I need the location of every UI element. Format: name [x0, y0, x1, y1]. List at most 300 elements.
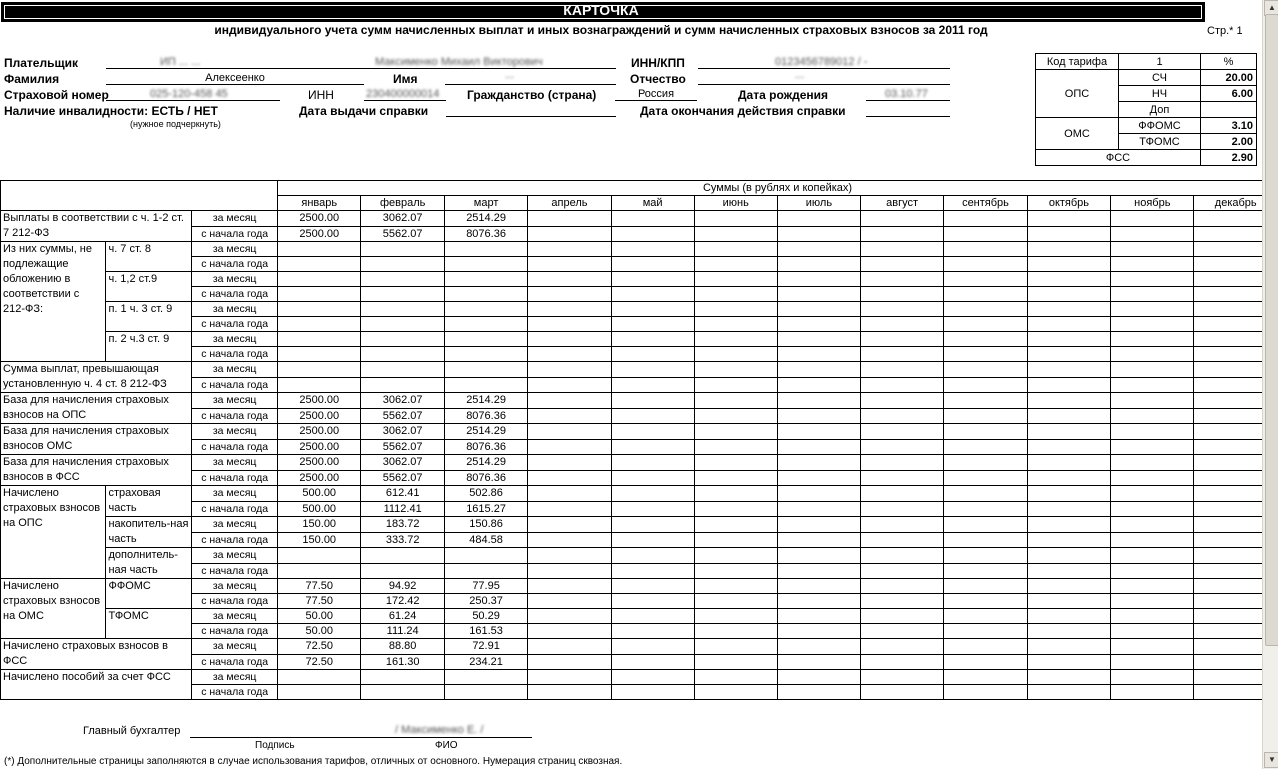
table-cell: [528, 685, 611, 700]
per-month-label: за месяц: [192, 579, 278, 594]
table-cell: [611, 272, 694, 287]
table-row: [1, 579, 1278, 594]
per-month-label: за месяц: [192, 424, 278, 440]
table-cell: [861, 548, 944, 564]
row-group-label: Начислено страховых взносов на ОПС: [1, 486, 106, 579]
table-cell: [777, 393, 860, 409]
table-cell: [861, 639, 944, 655]
table-cell: [1027, 624, 1110, 639]
per-month-label: за месяц: [192, 362, 278, 378]
per-month-label: за месяц: [192, 272, 278, 287]
table-cell: 2500.00: [278, 408, 361, 424]
per-month-label: за месяц: [192, 332, 278, 347]
table-cell: [861, 563, 944, 579]
tariff-ffoms-label: ФФОМС: [1119, 118, 1201, 134]
table-cell: [1111, 685, 1194, 700]
table-cell: 72.91: [444, 639, 527, 655]
table-cell: [694, 377, 777, 393]
table-cell: [611, 639, 694, 655]
table-cell: 172.42: [361, 594, 444, 609]
birth-value: 03.10.77: [885, 88, 928, 100]
table-cell: [861, 272, 944, 287]
page-number: Стр.* 1: [1207, 25, 1243, 37]
table-cell: [278, 563, 361, 579]
table-cell: [694, 455, 777, 471]
per-month-label: за месяц: [192, 486, 278, 502]
table-cell: 2514.29: [444, 424, 527, 440]
table-cell: 333.72: [361, 532, 444, 548]
row-group-label: База для начисления страховых взносов на ОПС: [1, 393, 192, 424]
table-row: [1, 594, 1278, 609]
table-cell: [1027, 563, 1110, 579]
table-cell: [861, 362, 944, 378]
table-cell: [1111, 579, 1194, 594]
table-row: [1, 211, 1278, 227]
table-cell: 3062.07: [361, 211, 444, 227]
table-cell: 2514.29: [444, 393, 527, 409]
ytd-label: с начала года: [192, 563, 278, 579]
table-cell: [694, 439, 777, 455]
table-cell: [861, 317, 944, 332]
cert-issue-line: [446, 104, 616, 117]
table-cell: [1111, 257, 1194, 272]
table-cell: [528, 532, 611, 548]
payer-value: ИП ... ...: [160, 56, 201, 68]
table-cell: [944, 501, 1027, 517]
table-row: [1, 517, 1278, 533]
table-cell: [278, 685, 361, 700]
table-cell: [1111, 639, 1194, 655]
table-cell: [694, 332, 777, 347]
scroll-down-icon[interactable]: ▼: [1264, 752, 1278, 768]
per-month-label: за месяц: [192, 609, 278, 624]
name-line: [445, 72, 616, 85]
table-cell: [944, 579, 1027, 594]
table-cell: [1027, 347, 1110, 362]
table-cell: [861, 257, 944, 272]
table-cell: [611, 347, 694, 362]
table-cell: [694, 594, 777, 609]
table-cell: [861, 501, 944, 517]
table-cell: [694, 302, 777, 317]
chief-accountant-label: Главный бухгалтер: [83, 725, 181, 737]
table-cell: [944, 548, 1027, 564]
table-cell: 2500.00: [278, 211, 361, 227]
table-cell: 94.92: [361, 579, 444, 594]
table-cell: [694, 211, 777, 227]
table-cell: [777, 211, 860, 227]
table-row: [1, 439, 1278, 455]
table-cell: [777, 654, 860, 670]
table-cell: [944, 408, 1027, 424]
table-cell: [777, 332, 860, 347]
table-cell: [528, 563, 611, 579]
table-cell: [1111, 624, 1194, 639]
per-month-label: за месяц: [192, 393, 278, 409]
table-cell: [611, 242, 694, 257]
table-cell: [1027, 439, 1110, 455]
month-header: февраль: [361, 196, 444, 211]
disability-note: (нужное подчеркнуть): [130, 119, 221, 129]
table-row: [1, 470, 1278, 486]
table-cell: 50.29: [444, 609, 527, 624]
tariff-fss-label: ФСС: [1036, 150, 1201, 166]
table-cell: 250.37: [444, 594, 527, 609]
insurance-label: Страховой номер: [4, 88, 109, 102]
table-cell: [944, 377, 1027, 393]
table-cell: [1027, 226, 1110, 242]
table-cell: [944, 455, 1027, 471]
table-cell: [694, 424, 777, 440]
table-cell: 72.50: [278, 639, 361, 655]
table-cell: [528, 242, 611, 257]
table-cell: [1027, 517, 1110, 533]
table-cell: [278, 548, 361, 564]
table-cell: [611, 302, 694, 317]
table-cell: [1027, 470, 1110, 486]
table-cell: [694, 486, 777, 502]
table-cell: [1111, 408, 1194, 424]
table-row: [1, 654, 1278, 670]
table-cell: [694, 242, 777, 257]
birth-label: Дата рождения: [738, 88, 829, 102]
cert-issue-label: Дата выдачи справки: [299, 104, 429, 118]
row-subgroup-label: ФФОМС: [106, 579, 192, 609]
table-cell: 1615.27: [444, 501, 527, 517]
table-cell: 5562.07: [361, 439, 444, 455]
table-cell: [528, 594, 611, 609]
table-cell: [1027, 639, 1110, 655]
payer-label: Плательщик: [4, 56, 78, 70]
row-group-label: База для начисления страховых взносов ОМС: [1, 424, 192, 455]
per-month-label: за месяц: [192, 242, 278, 257]
table-cell: [944, 685, 1027, 700]
per-month-label: за месяц: [192, 548, 278, 564]
table-cell: [1111, 302, 1194, 317]
table-cell: [1111, 287, 1194, 302]
table-cell: [861, 624, 944, 639]
table-cell: 8076.36: [444, 470, 527, 486]
table-cell: 150.00: [278, 532, 361, 548]
table-cell: [861, 424, 944, 440]
table-cell: [528, 332, 611, 347]
table-cell: [611, 654, 694, 670]
table-cell: [777, 532, 860, 548]
table-cell: [944, 624, 1027, 639]
table-cell: [944, 226, 1027, 242]
row-group-label: Выплаты в соответствии с ч. 1-2 ст. 7 212-ФЗ: [1, 211, 192, 242]
table-cell: [1027, 670, 1110, 685]
table-cell: [1111, 563, 1194, 579]
table-row: [1, 501, 1278, 517]
table-cell: [361, 685, 444, 700]
table-cell: [777, 563, 860, 579]
table-cell: [1027, 548, 1110, 564]
ytd-label: с начала года: [192, 226, 278, 242]
sums-header: Суммы (в рублях и копейках): [278, 181, 1278, 196]
table-cell: [861, 470, 944, 486]
table-cell: [528, 408, 611, 424]
table-cell: 2500.00: [278, 470, 361, 486]
table-cell: [944, 362, 1027, 378]
tariff-oms-label: ОМС: [1036, 118, 1119, 150]
table-cell: [777, 501, 860, 517]
table-cell: [1111, 242, 1194, 257]
table-cell: 77.95: [444, 579, 527, 594]
table-cell: [444, 377, 527, 393]
table-cell: 2500.00: [278, 393, 361, 409]
table-cell: [611, 455, 694, 471]
table-cell: [777, 670, 860, 685]
table-cell: [361, 332, 444, 347]
table-cell: 88.80: [361, 639, 444, 655]
table-cell: [444, 362, 527, 378]
table-cell: [611, 501, 694, 517]
table-cell: 1112.41: [361, 501, 444, 517]
table-cell: [528, 670, 611, 685]
tariff-nch-value: 6.00: [1201, 86, 1257, 102]
ytd-label: с начала года: [192, 257, 278, 272]
table-row: [1, 242, 1278, 257]
patronymic-line: [698, 72, 950, 85]
surname-value: Алексеенко: [205, 72, 265, 84]
tariff-dop-label: Доп: [1119, 102, 1201, 118]
table-cell: [861, 670, 944, 685]
table-cell: [528, 455, 611, 471]
table-cell: 612.41: [361, 486, 444, 502]
table-cell: [278, 670, 361, 685]
table-cell: [1027, 242, 1110, 257]
table-cell: 5562.07: [361, 226, 444, 242]
tariff-ops-label: ОПС: [1036, 70, 1119, 118]
table-cell: [1027, 685, 1110, 700]
table-cell: 8076.36: [444, 439, 527, 455]
table-cell: [861, 377, 944, 393]
table-cell: [528, 501, 611, 517]
table-cell: [528, 579, 611, 594]
table-cell: [611, 377, 694, 393]
tariff-sch-value: 20.00: [1201, 70, 1257, 86]
row-subgroup-label: накопитель-ная часть: [106, 517, 192, 548]
table-cell: 2500.00: [278, 455, 361, 471]
table-row: [1, 670, 1278, 685]
row-group-label: База для начисления страховых взносов в ФСС: [1, 455, 192, 486]
table-cell: [777, 548, 860, 564]
table-cell: [694, 287, 777, 302]
table-cell: [777, 455, 860, 471]
table-cell: [694, 517, 777, 533]
table-cell: [278, 242, 361, 257]
table-cell: 161.30: [361, 654, 444, 670]
table-cell: [944, 670, 1027, 685]
table-cell: [528, 486, 611, 502]
table-cell: [361, 563, 444, 579]
table-cell: [1111, 594, 1194, 609]
table-row: [1, 609, 1278, 624]
month-header: июль: [777, 196, 860, 211]
table-cell: [777, 226, 860, 242]
tariff-sch-label: СЧ: [1119, 70, 1201, 86]
table-cell: [861, 302, 944, 317]
table-cell: [361, 272, 444, 287]
table-cell: [361, 377, 444, 393]
table-cell: [861, 455, 944, 471]
ytd-label: с начала года: [192, 654, 278, 670]
table-cell: [694, 408, 777, 424]
table-cell: [694, 347, 777, 362]
table-cell: [944, 639, 1027, 655]
tariff-code-label: Код тарифа: [1036, 54, 1119, 70]
table-cell: [1027, 393, 1110, 409]
table-cell: 234.21: [444, 654, 527, 670]
table-cell: [777, 685, 860, 700]
name-label: Имя: [393, 72, 418, 86]
per-month-label: за месяц: [192, 639, 278, 655]
table-cell: [611, 226, 694, 242]
table-cell: [694, 226, 777, 242]
tariff-code-value: 1: [1119, 54, 1201, 70]
tariff-dop-value: [1201, 102, 1257, 118]
table-cell: 72.50: [278, 654, 361, 670]
tariff-table: [1035, 53, 1257, 166]
table-cell: [1027, 287, 1110, 302]
table-cell: [777, 470, 860, 486]
table-cell: [944, 347, 1027, 362]
table-cell: [528, 362, 611, 378]
per-month-label: за месяц: [192, 455, 278, 471]
scroll-thumb[interactable]: [1265, 14, 1278, 646]
table-cell: [361, 347, 444, 362]
table-row: [1, 532, 1278, 548]
table-cell: [1027, 211, 1110, 227]
inn-kpp-value: 0123456789012 / -: [775, 56, 868, 68]
table-cell: [1111, 609, 1194, 624]
scroll-up-icon[interactable]: ▲: [1264, 0, 1278, 16]
table-cell: 183.72: [361, 517, 444, 533]
table-row: [1, 455, 1278, 471]
table-cell: [777, 317, 860, 332]
table-cell: [777, 287, 860, 302]
table-row: [1, 302, 1278, 317]
table-cell: 2514.29: [444, 211, 527, 227]
tariff-fss-value: 2.90: [1201, 150, 1257, 166]
table-cell: 500.00: [278, 486, 361, 502]
payer-name-value: Максименко Михаил Викторович: [375, 56, 543, 68]
table-cell: [777, 272, 860, 287]
row-subgroup-label: п. 2 ч.3 ст. 9: [106, 332, 192, 362]
table-cell: [528, 377, 611, 393]
table-cell: [528, 226, 611, 242]
table-row: [1, 563, 1278, 579]
ytd-label: с начала года: [192, 532, 278, 548]
table-cell: [611, 424, 694, 440]
table-cell: [861, 287, 944, 302]
table-cell: [1111, 548, 1194, 564]
table-cell: [528, 624, 611, 639]
table-cell: [278, 257, 361, 272]
table-cell: [278, 362, 361, 378]
table-cell: [361, 670, 444, 685]
table-cell: [1027, 424, 1110, 440]
table-row: [1, 377, 1278, 393]
row-subgroup-label: дополнитель-ная часть: [106, 548, 192, 579]
table-cell: 502.86: [444, 486, 527, 502]
inn-kpp-label: ИНН/КПП: [631, 56, 685, 70]
table-cell: [944, 654, 1027, 670]
table-cell: [528, 517, 611, 533]
fio-label: ФИО: [435, 740, 458, 751]
table-cell: [1111, 272, 1194, 287]
month-header: июнь: [694, 196, 777, 211]
table-row: [1, 317, 1278, 332]
table-cell: [944, 302, 1027, 317]
table-cell: 161.53: [444, 624, 527, 639]
ytd-label: с начала года: [192, 347, 278, 362]
table-cell: [777, 594, 860, 609]
row-subgroup-label: п. 1 ч. 3 ст. 9: [106, 302, 192, 332]
table-cell: [611, 594, 694, 609]
table-cell: [694, 654, 777, 670]
ytd-label: с начала года: [192, 287, 278, 302]
table-cell: [611, 470, 694, 486]
tariff-ffoms-value: 3.10: [1201, 118, 1257, 134]
ytd-label: с начала года: [192, 624, 278, 639]
table-row: [1, 408, 1278, 424]
tariff-tfoms-value: 2.00: [1201, 134, 1257, 150]
month-header: декабрь: [1194, 196, 1278, 211]
table-cell: [1111, 517, 1194, 533]
table-cell: [528, 439, 611, 455]
table-cell: [444, 563, 527, 579]
table-row: [1, 272, 1278, 287]
table-cell: [944, 393, 1027, 409]
table-cell: [611, 609, 694, 624]
table-cell: [1111, 211, 1194, 227]
table-cell: [1111, 670, 1194, 685]
cert-end-label: Дата окончания действия справки: [640, 104, 846, 118]
table-cell: [777, 439, 860, 455]
table-cell: [694, 257, 777, 272]
table-cell: [528, 317, 611, 332]
table-cell: [1111, 455, 1194, 471]
table-cell: [611, 211, 694, 227]
table-row: [1, 362, 1278, 378]
table-cell: [1027, 332, 1110, 347]
table-cell: [777, 609, 860, 624]
table-cell: [611, 670, 694, 685]
table-cell: [861, 532, 944, 548]
table-cell: [861, 408, 944, 424]
table-row: [1, 393, 1278, 409]
table-cell: [611, 486, 694, 502]
table-cell: [694, 563, 777, 579]
table-cell: 8076.36: [444, 408, 527, 424]
month-header: март: [444, 196, 527, 211]
table-cell: [1111, 424, 1194, 440]
table-row: [1, 685, 1278, 700]
ytd-label: с начала года: [192, 470, 278, 486]
table-cell: [611, 548, 694, 564]
citizenship-value: Россия: [637, 88, 675, 100]
table-cell: [861, 517, 944, 533]
row-subgroup-label: ч. 1,2 ст.9: [106, 272, 192, 302]
row-group-label: Из них суммы, не подлежащие обложению в соответствии с 212-ФЗ:: [1, 242, 106, 362]
table-cell: [944, 439, 1027, 455]
table-cell: [861, 393, 944, 409]
table-cell: [944, 563, 1027, 579]
vertical-scrollbar[interactable]: [1262, 0, 1278, 769]
tariff-nch-label: НЧ: [1119, 86, 1201, 102]
